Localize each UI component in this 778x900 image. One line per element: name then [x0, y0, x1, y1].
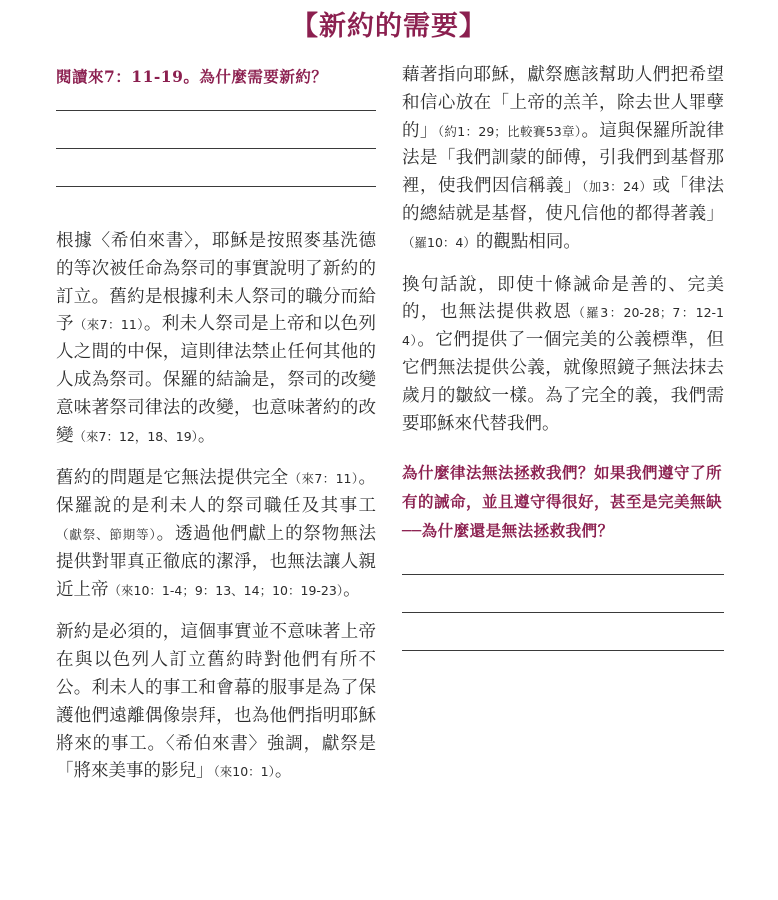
left-question: 閱讀來7：11-19。為什麼需要新約？: [56, 67, 328, 86]
paragraph-text: 根據〈希伯來書〉，耶穌是按照麥基洗德的等次被任命為祭司的事實說明了新約的訂立。舊約是根據利未人祭司的職分而給予: [56, 231, 376, 335]
left-column: [56, 62, 376, 801]
paragraph-text: 。利未人祭司是上帝和以色列人之間的中保，這則律法禁止任何其他的人成為祭司。保羅的結論是，祭司的改變意味著祭司律法的改變，也意味著約的改變: [56, 314, 377, 446]
body-paragraph: [56, 228, 376, 450]
left-paragraphs: [56, 228, 376, 786]
scripture-reference: （來10：1-4；9：13、14；10：19-23）: [108, 582, 344, 598]
answer-line: [402, 574, 724, 575]
body-paragraph: [56, 619, 376, 786]
right-answer-lines: [402, 574, 724, 651]
paragraph-text: 。這與保羅所說律法是「我們訓蒙的師傅，引我們到基督那裡，使我們因信稱義」: [402, 120, 725, 197]
answer-line: [402, 612, 724, 613]
paragraph-text: 。它們提供了一個完美的公義標準，但它們無法提供公義，就像照鏡子無法抹去歲月的皺紋一樣。為了完全的義，我們需要耶穌來代替我們。: [402, 330, 725, 434]
answer-line: [56, 148, 376, 149]
body-paragraph: [56, 465, 376, 604]
scripture-reference: （約1：29；比較賽53章）: [437, 123, 582, 139]
right-paragraphs: [402, 62, 724, 438]
paragraph-text: 。保羅說的是利未人的祭司職任及其事工: [56, 468, 377, 517]
paragraph-text: 藉著指向耶穌，獻祭應該幫助人們把希望和信心放在「上帝的羔羊，除去世人罪孽的」: [402, 65, 724, 141]
body-paragraph: [402, 272, 724, 439]
scripture-reference: （來10：1）: [213, 764, 275, 780]
paragraph-text: 。: [197, 425, 216, 446]
answer-line: [402, 650, 724, 651]
scripture-reference: （來7：12，18、19）: [73, 428, 198, 444]
paragraph-text: 新約是必須的，這個事實並不意味著上帝在與以色列人訂立舊約時對他們有所不公。利未人的事工和會幕的服事是為了保護他們遠離偶像崇拜，也為他們指明耶穌將來的事工。〈希伯來書〉強調，獻祭是「將來美事的影兒」: [56, 622, 376, 782]
paragraph-text: 。透過他們獻上的祭物無法提供對罪真正徹底的潔淨，也無法讓人親近上帝: [56, 523, 376, 600]
paragraph-text: 或「律法的總結就是基督，使凡信他的都得著義」: [402, 176, 725, 224]
scripture-reference: （獻祭、節期等）: [56, 526, 157, 542]
right-column: [402, 62, 724, 688]
scripture-reference: （來7：11）: [73, 317, 144, 333]
scripture-reference: （加3：24）: [581, 179, 653, 195]
page-title: 【新約的需要】: [291, 11, 487, 42]
paragraph-text: 。: [343, 579, 361, 600]
paragraph-text: 的觀點相同。: [475, 231, 581, 252]
body-paragraph: [402, 62, 724, 257]
paragraph-text: 舊約的問題是它無法提供完全: [56, 468, 289, 489]
right-question: 為什麼律法無法拯救我們？如果我們遵守了所有的誡命，並且遵守得很好，甚至是完美無缺──為什麼還是無法拯救我們？: [402, 463, 723, 541]
scripture-reference: （來7：11）: [288, 471, 359, 487]
answer-line: [56, 110, 376, 111]
scripture-reference: （羅3：20-28；7：12-14）: [402, 305, 724, 349]
scripture-reference: （羅10：4）: [402, 234, 476, 250]
paragraph-text: 換句話說，即使十條誡命是善的、完美的，也無法提供救恩: [402, 274, 724, 323]
paragraph-text: 。: [274, 761, 293, 782]
answer-line: [56, 186, 376, 187]
left-answer-lines: [56, 110, 376, 228]
